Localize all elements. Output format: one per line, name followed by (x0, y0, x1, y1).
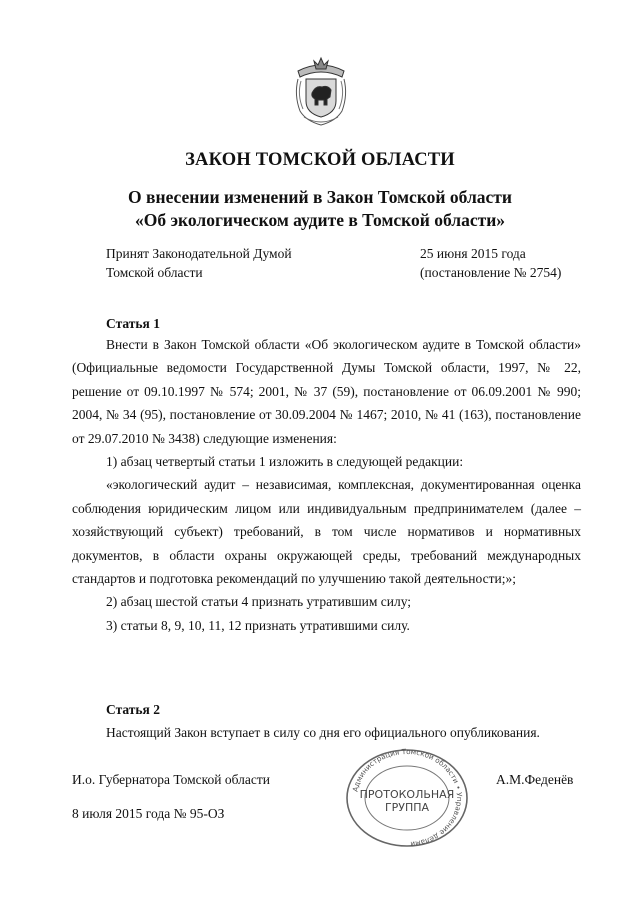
article-1-item-2: 2) абзац шестой статьи 4 признать утратившим силу; (106, 594, 412, 610)
coat-of-arms-icon (292, 55, 350, 129)
article-2-heading: Статья 2 (106, 702, 160, 717)
article-1-item-3: 3) статьи 8, 9, 10, 11, 12 признать утратившими силу. (106, 617, 410, 633)
adoption-date-block (420, 244, 561, 282)
subtitle-line-2: «Об экологическом аудите в Томской области» (134, 210, 506, 230)
stamp-center-line-2: ГРУППА (384, 801, 430, 814)
article-1-heading: Статья 1 (106, 316, 160, 331)
article-1-intro: Внести в Закон Томской области «Об экологическом аудите в Томской области» (Официальные ведомости Государственной Думы Томской области, 1997, № 22, решение от 09.10.1997 № 574; 2001, № 37 (59), постановление от 06.09.2001 № 990; 2004, № 34 (95), постановление от 30.09.2004 № 1467; 2010, № 41 (163), постановление от 29.07.2010 № 3438) следующие изменения: (72, 337, 581, 446)
adopted-by (106, 244, 292, 282)
article-1-body (72, 333, 581, 637)
signatory-name: А.М.Феденёв (496, 772, 574, 787)
article-1-item-1: 1) абзац четвертый статьи 1 изложить в следующей редакции: (106, 454, 464, 470)
law-date-number: 8 июля 2015 года № 95-ОЗ (72, 806, 225, 821)
adoption-resolution: (постановление № 2754) (420, 265, 562, 280)
law-subtitle (0, 186, 640, 232)
article-2-body (72, 721, 581, 744)
adopted-by-line-2: Томской области (106, 265, 203, 280)
article-2-text: Настоящий Закон вступает в силу со дня его официального опубликования. (106, 725, 540, 740)
article-1-quote: «экологический аудит – независимая, комплексная, документированная оценка соблюдения юридическим лицом или индивидуальным предпринимателем (далее – хозяйствующий субъект) требований, в том числе нормативов и нормативных документов, в области охраны окружающей среды, требований международных стандартов и подготовка рекомендаций по улучшению такой деятельности;»; (72, 477, 581, 587)
stamp-center-line-1: ПРОТОКОЛЬНАЯ (359, 788, 455, 801)
stamp-ring-text: Администрация Томской области • Управление делами (350, 748, 465, 848)
signatory-position: И.о. Губернатора Томской области (72, 772, 270, 787)
law-title: ЗАКОН ТОМСКОЙ ОБЛАСТИ (185, 150, 455, 170)
adopted-by-line-1: Принят Законодательной Думой (106, 246, 292, 261)
subtitle-line-1: О внесении изменений в Закон Томской области (128, 187, 512, 207)
seal-stamp-icon (343, 748, 471, 848)
adoption-date: 25 июня 2015 года (420, 246, 526, 261)
